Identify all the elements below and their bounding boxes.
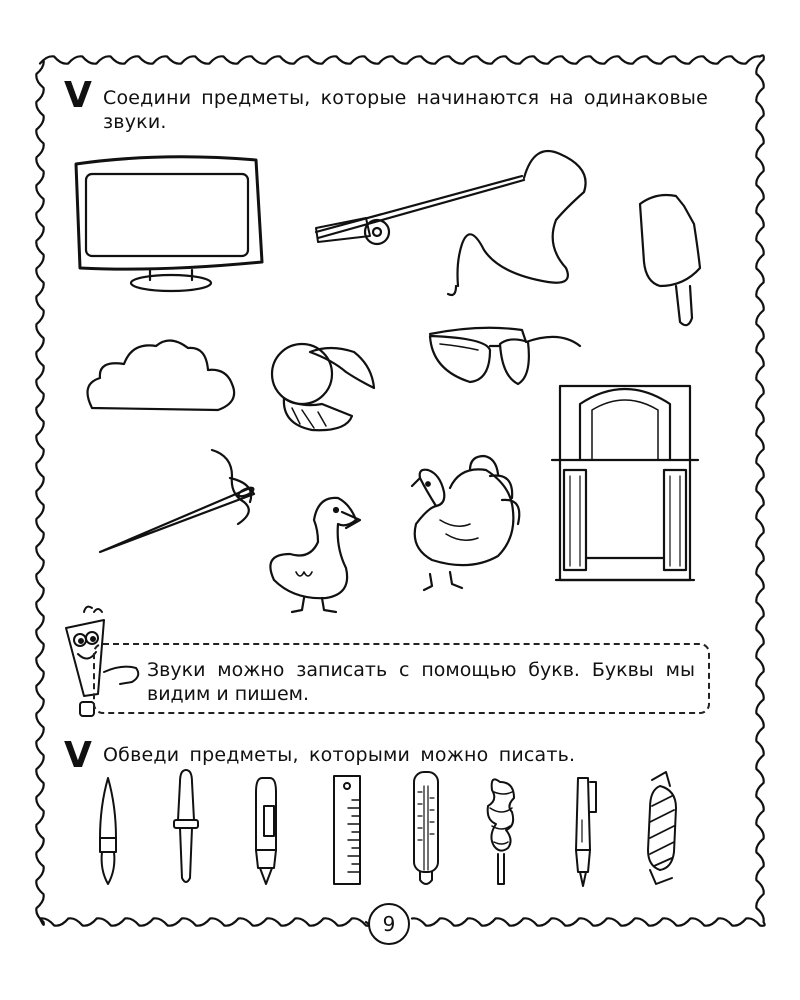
lollipop-icon[interactable] (488, 779, 514, 884)
thermometer-icon[interactable] (414, 772, 438, 884)
pen-icon[interactable] (576, 778, 596, 886)
check-mark-1: V (64, 75, 92, 116)
page-number: 9 (368, 903, 410, 945)
paintbrush-icon[interactable] (100, 778, 116, 884)
check-mark-2: V (64, 735, 92, 776)
ruler-icon[interactable] (334, 776, 360, 884)
task2-instruction: Обведи предметы, которыми можно писать. (103, 744, 576, 766)
marker-icon[interactable] (256, 778, 276, 884)
task1-instruction: Соедини предметы, которые начинаются на одинаковые звуки. (103, 87, 708, 133)
dropper-icon[interactable] (174, 770, 198, 882)
note-text: Звуки можно записать с помощью букв. Буквы мы видим и пишем. (147, 659, 695, 705)
candy-icon[interactable] (648, 772, 676, 884)
